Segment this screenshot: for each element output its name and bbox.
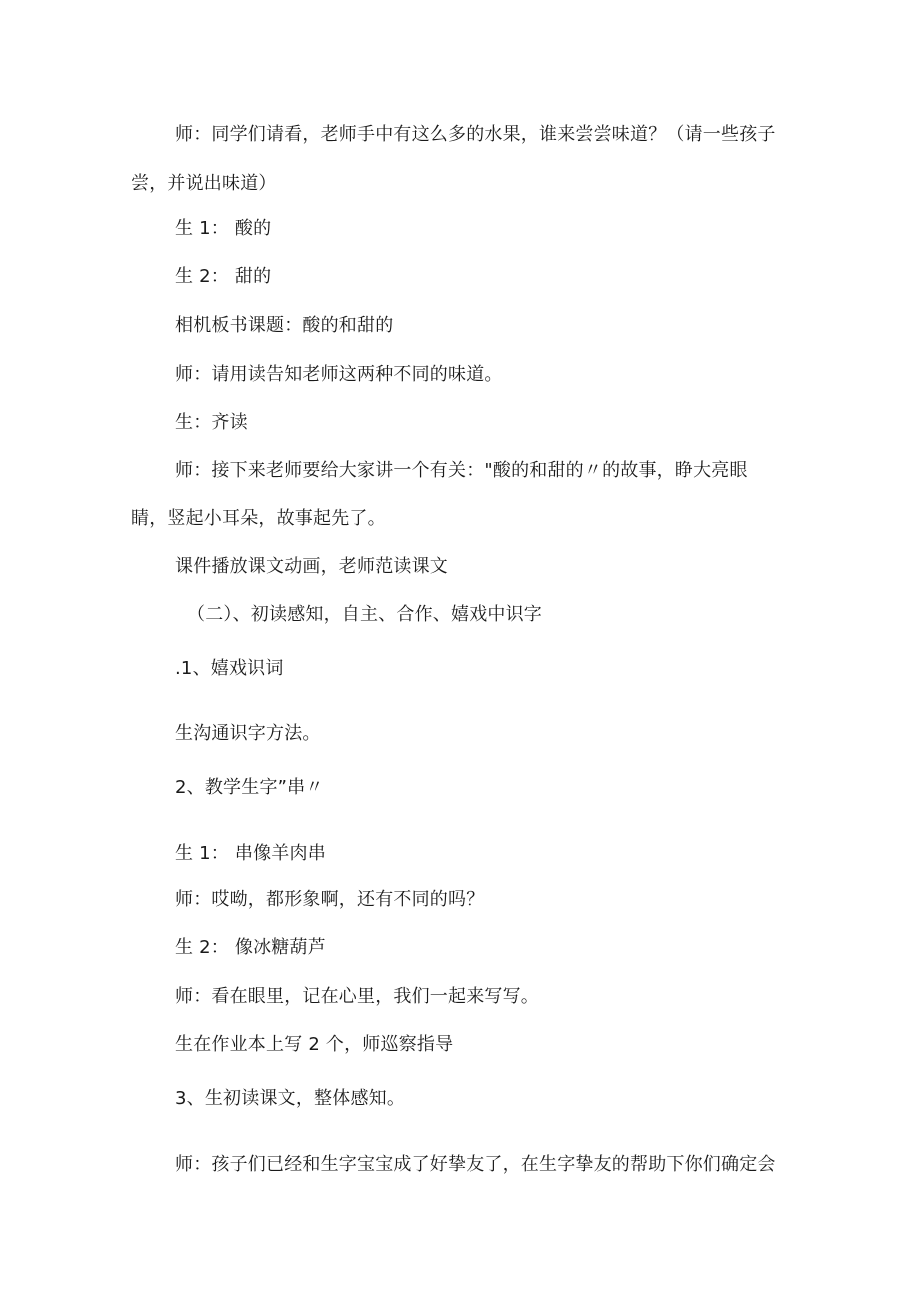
paragraph-line: 课件播放课文动画，老师范读课文 [175, 556, 448, 577]
paragraph-line: 生在作业本上写 2 个，师巡察指导 [175, 1034, 454, 1055]
paragraph-line: 尝，并说出味道） [131, 173, 277, 194]
paragraph-line: 生：齐读 [175, 412, 248, 433]
paragraph-line: 师：请用读告知老师这两种不同的味道。 [175, 364, 503, 385]
paragraph-line: 生沟通识字方法。 [175, 723, 321, 744]
paragraph-line: 师：看在眼里，记在心里，我们一起来写写。 [175, 986, 539, 1007]
paragraph-line: 生 2： 甜的 [175, 266, 272, 287]
paragraph-line: 生 1： 酸的 [175, 218, 272, 239]
section-heading: （二）、初读感知，自主、合作、嬉戏中识字 [187, 604, 542, 625]
paragraph-line: 3、生初读课文，整体感知。 [175, 1088, 406, 1109]
paragraph-line: 师：哎呦，都形象啊，还有不同的吗？ [175, 889, 485, 910]
paragraph-line: 相机板书课题：酸的和甜的 [175, 315, 394, 336]
paragraph-line: 生 1： 串像羊肉串 [175, 843, 326, 864]
paragraph-line: 师：同学们请看，老师手中有这么多的水果，谁来尝尝味道？（请一些孩子 [175, 124, 776, 145]
paragraph-line: 2、教学生字”串〃 [175, 777, 324, 798]
paragraph-line: 睛，竖起小耳朵，故事起先了。 [131, 508, 386, 529]
paragraph-line: 师：接下来老师要给大家讲一个有关："酸的和甜的〃的故事，睁大亮眼 [175, 460, 748, 481]
paragraph-line: 生 2： 像冰糖葫芦 [175, 937, 326, 958]
paragraph-line: 师：孩子们已经和生字宝宝成了好挚友了，在生字挚友的帮助下你们确定会 [175, 1154, 776, 1175]
paragraph-line: .1、嬉戏识词 [175, 658, 284, 679]
